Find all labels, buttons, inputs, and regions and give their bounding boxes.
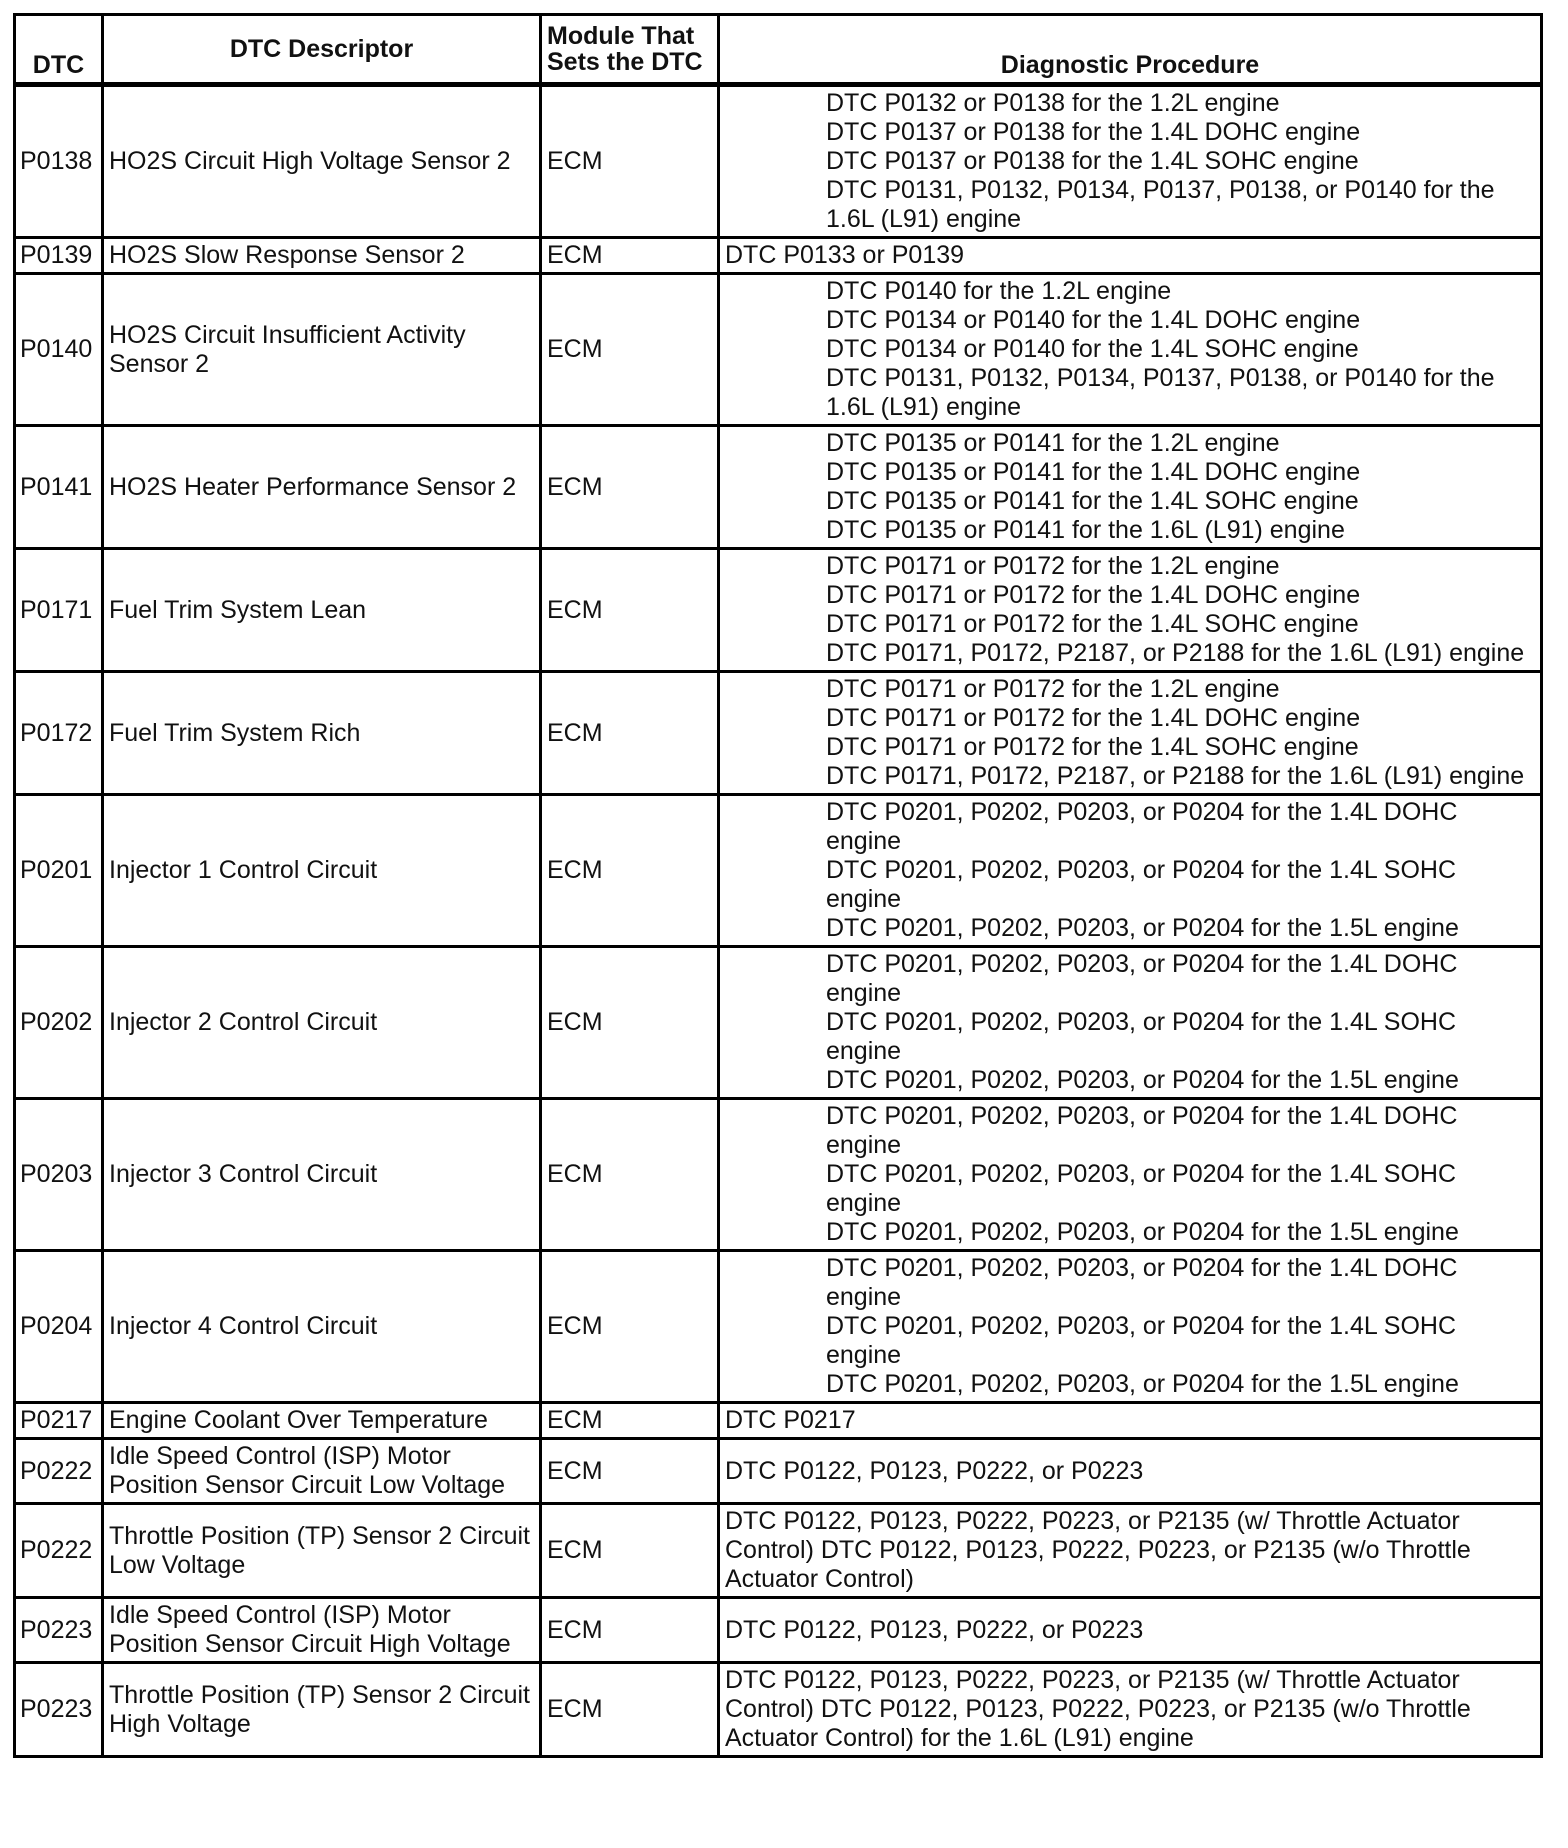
procedure-line: DTC P0122, P0123, P0222, P0223, or P2135 (w/ Throttle Actuator Control) DTC P0122, P0123, P0222, P0223, or P2135 (w/o Throttle Actuator Control) bbox=[725, 1507, 1471, 1593]
procedure-line: DTC P0171 or P0172 for the 1.2L engine bbox=[826, 675, 1280, 703]
procedure-cell bbox=[719, 1099, 1542, 1251]
procedure-cell bbox=[719, 795, 1542, 947]
procedure-cell bbox=[719, 1598, 1542, 1663]
dtc-code-cell: P0222 bbox=[15, 1504, 103, 1598]
procedure-line: DTC P0171 or P0172 for the 1.4L DOHC engine bbox=[826, 704, 1361, 732]
module-cell: ECM bbox=[541, 549, 719, 672]
dtc-code-cell: P0217 bbox=[15, 1403, 103, 1439]
descriptor-cell: Fuel Trim System Lean bbox=[103, 549, 541, 672]
module-cell: ECM bbox=[541, 238, 719, 274]
header-module: Module That Sets the DTC bbox=[541, 15, 719, 85]
dtc-code-cell: P0138 bbox=[15, 85, 103, 238]
descriptor-cell: Throttle Position (TP) Sensor 2 Circuit High Voltage bbox=[103, 1663, 541, 1757]
procedure-line: DTC P0171 or P0172 for the 1.4L SOHC engine bbox=[826, 610, 1359, 638]
dtc-table bbox=[13, 13, 1543, 1758]
dtc-code-cell: P0201 bbox=[15, 795, 103, 947]
descriptor-cell: Injector 3 Control Circuit bbox=[103, 1099, 541, 1251]
dtc-code-cell: P0202 bbox=[15, 947, 103, 1099]
module-cell: ECM bbox=[541, 1663, 719, 1757]
header-dtc: DTC bbox=[15, 15, 103, 85]
procedure-line: DTC P0122, P0123, P0222, or P0223 bbox=[725, 1456, 1144, 1485]
table-row bbox=[15, 1099, 1542, 1251]
procedure-line: DTC P0171 or P0172 for the 1.4L SOHC engine bbox=[826, 733, 1359, 761]
dtc-code-cell: P0203 bbox=[15, 1099, 103, 1251]
dtc-code-cell: P0141 bbox=[15, 426, 103, 549]
table-row bbox=[15, 1504, 1542, 1598]
table-row bbox=[15, 1663, 1542, 1757]
procedure-cell bbox=[719, 1251, 1542, 1403]
procedure-line: DTC P0171 or P0172 for the 1.4L DOHC engine bbox=[826, 581, 1361, 609]
procedure-line: DTC P0134 or P0140 for the 1.4L DOHC engine bbox=[826, 306, 1361, 334]
module-cell: ECM bbox=[541, 1439, 719, 1504]
procedure-line: DTC P0131, P0132, P0134, P0137, P0138, or P0140 for the 1.6L (L91) engine bbox=[826, 364, 1495, 421]
procedure-line: DTC P0201, P0202, P0203, or P0204 for the 1.4L DOHC engine bbox=[826, 1102, 1458, 1159]
procedure-line: DTC P0217 bbox=[725, 1406, 856, 1434]
dtc-code-cell: P0139 bbox=[15, 238, 103, 274]
table-row bbox=[15, 795, 1542, 947]
procedure-line: DTC P0171, P0172, P2187, or P2188 for the 1.6L (L91) engine bbox=[826, 639, 1525, 667]
table-row bbox=[15, 1598, 1542, 1663]
dtc-code-cell: P0204 bbox=[15, 1251, 103, 1403]
descriptor-cell: Idle Speed Control (ISP) Motor Position Sensor Circuit High Voltage bbox=[103, 1598, 541, 1663]
module-cell: ECM bbox=[541, 1598, 719, 1663]
procedure-cell bbox=[719, 1439, 1542, 1504]
descriptor-cell: HO2S Slow Response Sensor 2 bbox=[103, 238, 541, 274]
procedure-line: DTC P0201, P0202, P0203, or P0204 for the 1.4L SOHC engine bbox=[826, 1008, 1457, 1065]
table-row bbox=[15, 274, 1542, 426]
procedure-line: DTC P0133 or P0139 bbox=[725, 241, 965, 269]
module-cell: ECM bbox=[541, 1403, 719, 1439]
descriptor-cell: Injector 1 Control Circuit bbox=[103, 795, 541, 947]
header-procedure: Diagnostic Procedure bbox=[719, 15, 1542, 85]
module-cell: ECM bbox=[541, 672, 719, 795]
module-cell: ECM bbox=[541, 426, 719, 549]
descriptor-cell: HO2S Circuit Insufficient Activity Sensor 2 bbox=[103, 274, 541, 426]
descriptor-cell: Injector 2 Control Circuit bbox=[103, 947, 541, 1099]
procedure-line: DTC P0201, P0202, P0203, or P0204 for the 1.4L DOHC engine bbox=[826, 1254, 1458, 1311]
procedure-line: DTC P0171, P0172, P2187, or P2188 for the 1.6L (L91) engine bbox=[826, 762, 1525, 790]
procedure-line: DTC P0135 or P0141 for the 1.6L (L91) engine bbox=[826, 516, 1345, 544]
table-row bbox=[15, 1439, 1542, 1504]
procedure-cell bbox=[719, 426, 1542, 549]
dtc-code-cell: P0223 bbox=[15, 1663, 103, 1757]
procedure-line: DTC P0135 or P0141 for the 1.4L SOHC engine bbox=[826, 487, 1359, 515]
descriptor-cell: Injector 4 Control Circuit bbox=[103, 1251, 541, 1403]
table-body bbox=[15, 85, 1542, 1757]
table-row bbox=[15, 85, 1542, 238]
header-row bbox=[15, 15, 1542, 85]
table-row bbox=[15, 238, 1542, 274]
table-row bbox=[15, 426, 1542, 549]
module-cell: ECM bbox=[541, 795, 719, 947]
procedure-line: DTC P0122, P0123, P0222, or P0223 bbox=[725, 1615, 1144, 1644]
descriptor-cell: HO2S Heater Performance Sensor 2 bbox=[103, 426, 541, 549]
module-cell: ECM bbox=[541, 1251, 719, 1403]
procedure-cell bbox=[719, 947, 1542, 1099]
dtc-code-cell: P0222 bbox=[15, 1439, 103, 1504]
descriptor-cell: Fuel Trim System Rich bbox=[103, 672, 541, 795]
procedure-line: DTC P0201, P0202, P0203, or P0204 for the 1.5L engine bbox=[826, 1370, 1459, 1398]
procedure-line: DTC P0122, P0123, P0222, P0223, or P2135 (w/ Throttle Actuator Control) DTC P0122, P0123, P0222, P0223, or P2135 (w/o Throttle Actuator Control) for the 1.6L (L91) engine bbox=[725, 1666, 1471, 1752]
table-row bbox=[15, 1251, 1542, 1403]
procedure-line: DTC P0137 or P0138 for the 1.4L DOHC engine bbox=[826, 118, 1361, 146]
procedure-line: DTC P0137 or P0138 for the 1.4L SOHC engine bbox=[826, 147, 1359, 175]
procedure-line: DTC P0131, P0132, P0134, P0137, P0138, or P0140 for the 1.6L (L91) engine bbox=[826, 176, 1495, 233]
module-cell: ECM bbox=[541, 1099, 719, 1251]
descriptor-cell: HO2S Circuit High Voltage Sensor 2 bbox=[103, 85, 541, 238]
procedure-cell bbox=[719, 274, 1542, 426]
procedure-line: DTC P0201, P0202, P0203, or P0204 for the 1.4L DOHC engine bbox=[826, 798, 1458, 855]
procedure-cell bbox=[719, 549, 1542, 672]
procedure-line: DTC P0201, P0202, P0203, or P0204 for the 1.4L SOHC engine bbox=[826, 1312, 1457, 1369]
procedure-line: DTC P0201, P0202, P0203, or P0204 for the 1.5L engine bbox=[826, 1066, 1459, 1094]
module-cell: ECM bbox=[541, 274, 719, 426]
procedure-cell bbox=[719, 238, 1542, 274]
table-row bbox=[15, 1403, 1542, 1439]
procedure-cell bbox=[719, 1403, 1542, 1439]
procedure-line: DTC P0135 or P0141 for the 1.2L engine bbox=[826, 429, 1280, 457]
procedure-line: DTC P0201, P0202, P0203, or P0204 for the 1.5L engine bbox=[826, 914, 1459, 942]
descriptor-cell: Idle Speed Control (ISP) Motor Position Sensor Circuit Low Voltage bbox=[103, 1439, 541, 1504]
procedure-cell bbox=[719, 1663, 1542, 1757]
procedure-line: DTC P0171 or P0172 for the 1.2L engine bbox=[826, 552, 1280, 580]
dtc-code-cell: P0172 bbox=[15, 672, 103, 795]
procedure-line: DTC P0132 or P0138 for the 1.2L engine bbox=[826, 89, 1280, 117]
procedure-cell bbox=[719, 85, 1542, 238]
procedure-line: DTC P0135 or P0141 for the 1.4L DOHC engine bbox=[826, 458, 1361, 486]
table-row bbox=[15, 672, 1542, 795]
dtc-code-cell: P0223 bbox=[15, 1598, 103, 1663]
dtc-code-cell: P0171 bbox=[15, 549, 103, 672]
procedure-cell bbox=[719, 672, 1542, 795]
module-cell: ECM bbox=[541, 1504, 719, 1598]
dtc-code-cell: P0140 bbox=[15, 274, 103, 426]
module-cell: ECM bbox=[541, 947, 719, 1099]
module-cell: ECM bbox=[541, 85, 719, 238]
procedure-line: DTC P0201, P0202, P0203, or P0204 for the 1.4L SOHC engine bbox=[826, 856, 1457, 913]
procedure-line: DTC P0201, P0202, P0203, or P0204 for the 1.5L engine bbox=[826, 1218, 1459, 1246]
procedure-cell bbox=[719, 1504, 1542, 1598]
procedure-line: DTC P0201, P0202, P0203, or P0204 for the 1.4L SOHC engine bbox=[826, 1160, 1457, 1217]
descriptor-cell: Throttle Position (TP) Sensor 2 Circuit Low Voltage bbox=[103, 1504, 541, 1598]
descriptor-cell: Engine Coolant Over Temperature bbox=[103, 1403, 541, 1439]
procedure-line: DTC P0201, P0202, P0203, or P0204 for the 1.4L DOHC engine bbox=[826, 950, 1458, 1007]
header-descriptor: DTC Descriptor bbox=[103, 15, 541, 85]
procedure-line: DTC P0134 or P0140 for the 1.4L SOHC engine bbox=[826, 335, 1359, 363]
table-row bbox=[15, 947, 1542, 1099]
table-row bbox=[15, 549, 1542, 672]
procedure-line: DTC P0140 for the 1.2L engine bbox=[826, 277, 1172, 305]
